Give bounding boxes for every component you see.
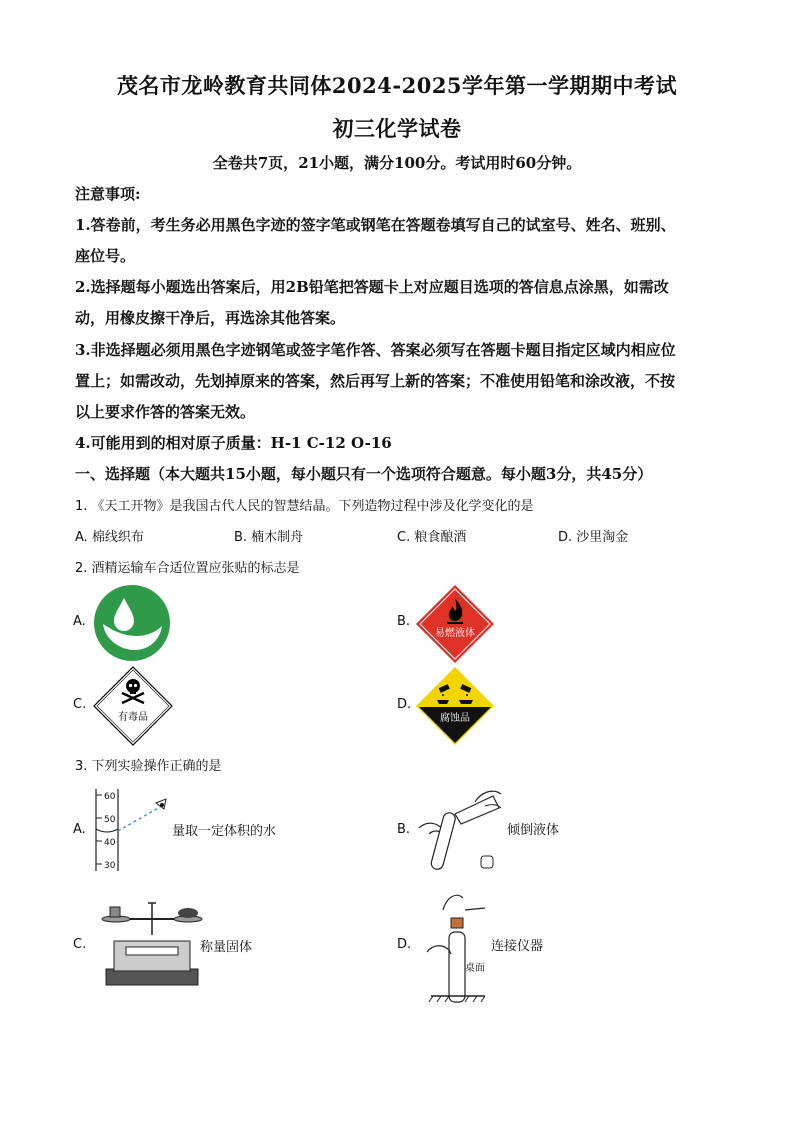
connecting-apparatus-figure [425, 888, 575, 1003]
note-4: 4.可能用到的相对原子质量：H-1 C-12 O-16 [75, 434, 392, 452]
q3-option-a-label: A. [73, 822, 86, 837]
cylinder-tick-30: 30 [104, 861, 116, 871]
cylinder-caption: 量取一定体积的水 [172, 824, 277, 839]
flammable-liquid-label: 易燃液体 [435, 628, 475, 639]
note-3-line-3: 以上要求作答的答案无效。 [75, 403, 256, 421]
note-2-line-2: 动，用橡皮擦干净后，再选涂其他答案。 [75, 309, 346, 327]
pouring-caption: 倾倒液体 [507, 823, 560, 838]
q3-option-b-label: B. [397, 822, 411, 837]
q2-stem: 2. 酒精运输车合适位置应张贴的标志是 [75, 561, 300, 576]
note-1-line-1: 1.答卷前，考生务必用黑色字迹的签字笔或钢笔在答题卷填写自己的试室号、姓名、班别、 [75, 216, 676, 234]
note-1-line-2: 座位号。 [75, 247, 136, 265]
balance-scale-figure [96, 895, 266, 995]
measuring-cylinder-figure [88, 785, 288, 875]
q2-option-b-label: B. [397, 614, 411, 629]
toxic-substance-label: 有毒品 [118, 712, 148, 723]
q3-option-c-label: C. [73, 937, 87, 952]
corrosive-substance-label: 腐蚀品 [440, 713, 470, 724]
q2-option-c-label: C. [73, 697, 87, 712]
balance-caption: 称量固体 [200, 940, 253, 955]
q1-stem: 1. 《天工开物》是我国古代人民的智慧结晶。下列造物过程中涉及化学变化的是 [75, 499, 534, 514]
q3-stem: 3. 下列实验操作正确的是 [75, 759, 222, 774]
cylinder-tick-40: 40 [104, 838, 116, 848]
section-1-heading: 一、选择题（本大题共15小题，每小题只有一个选项符合题意。每小题3分，共45分） [75, 465, 653, 483]
note-3-line-2: 置上；如需改动，先划掉原来的答案，然后再写上新的答案；不准使用铅笔和涂改液，不按 [75, 372, 676, 390]
q1-option-a: A. 棉线织布 [75, 530, 144, 545]
corrosive-substance-sign-icon [415, 666, 495, 746]
flammable-liquid-sign-icon [415, 584, 495, 664]
notes-heading: 注意事项: [75, 185, 141, 203]
pouring-liquid-figure [415, 782, 585, 877]
q2-option-a-label: A. [73, 614, 86, 629]
toxic-substance-sign-icon [93, 666, 173, 746]
water-symbol-icon [93, 584, 171, 662]
cylinder-tick-50: 50 [104, 815, 116, 825]
connecting-caption: 连接仪器 [491, 939, 544, 954]
exam-title: 茂名市龙岭教育共同体2024-2025学年第一学期期中考试 [116, 73, 678, 98]
exam-subtitle: 初三化学试卷 [332, 116, 462, 141]
exam-info: 全卷共7页，21小题，满分100分。考试用时60分钟。 [212, 154, 582, 172]
q1-option-b: B. 楠木制舟 [234, 530, 304, 545]
note-3-line-1: 3.非选择题必须用黑色字迹钢笔或签字笔作答、答案必须写在答题卡题目指定区域内相应位 [75, 341, 676, 359]
desk-label: 桌面 [465, 963, 485, 974]
note-2-line-1: 2.选择题每小题选出答案后，用2B铅笔把答题卡上对应题目选项的答信息点涂黑，如需改 [75, 278, 669, 296]
q1-option-c: C. 粮食酿酒 [397, 530, 467, 545]
q1-option-d: D. 沙里淘金 [558, 530, 629, 545]
cylinder-tick-60: 60 [104, 792, 116, 802]
q3-option-d-label: D. [397, 937, 412, 952]
q2-option-d-label: D. [397, 697, 412, 712]
